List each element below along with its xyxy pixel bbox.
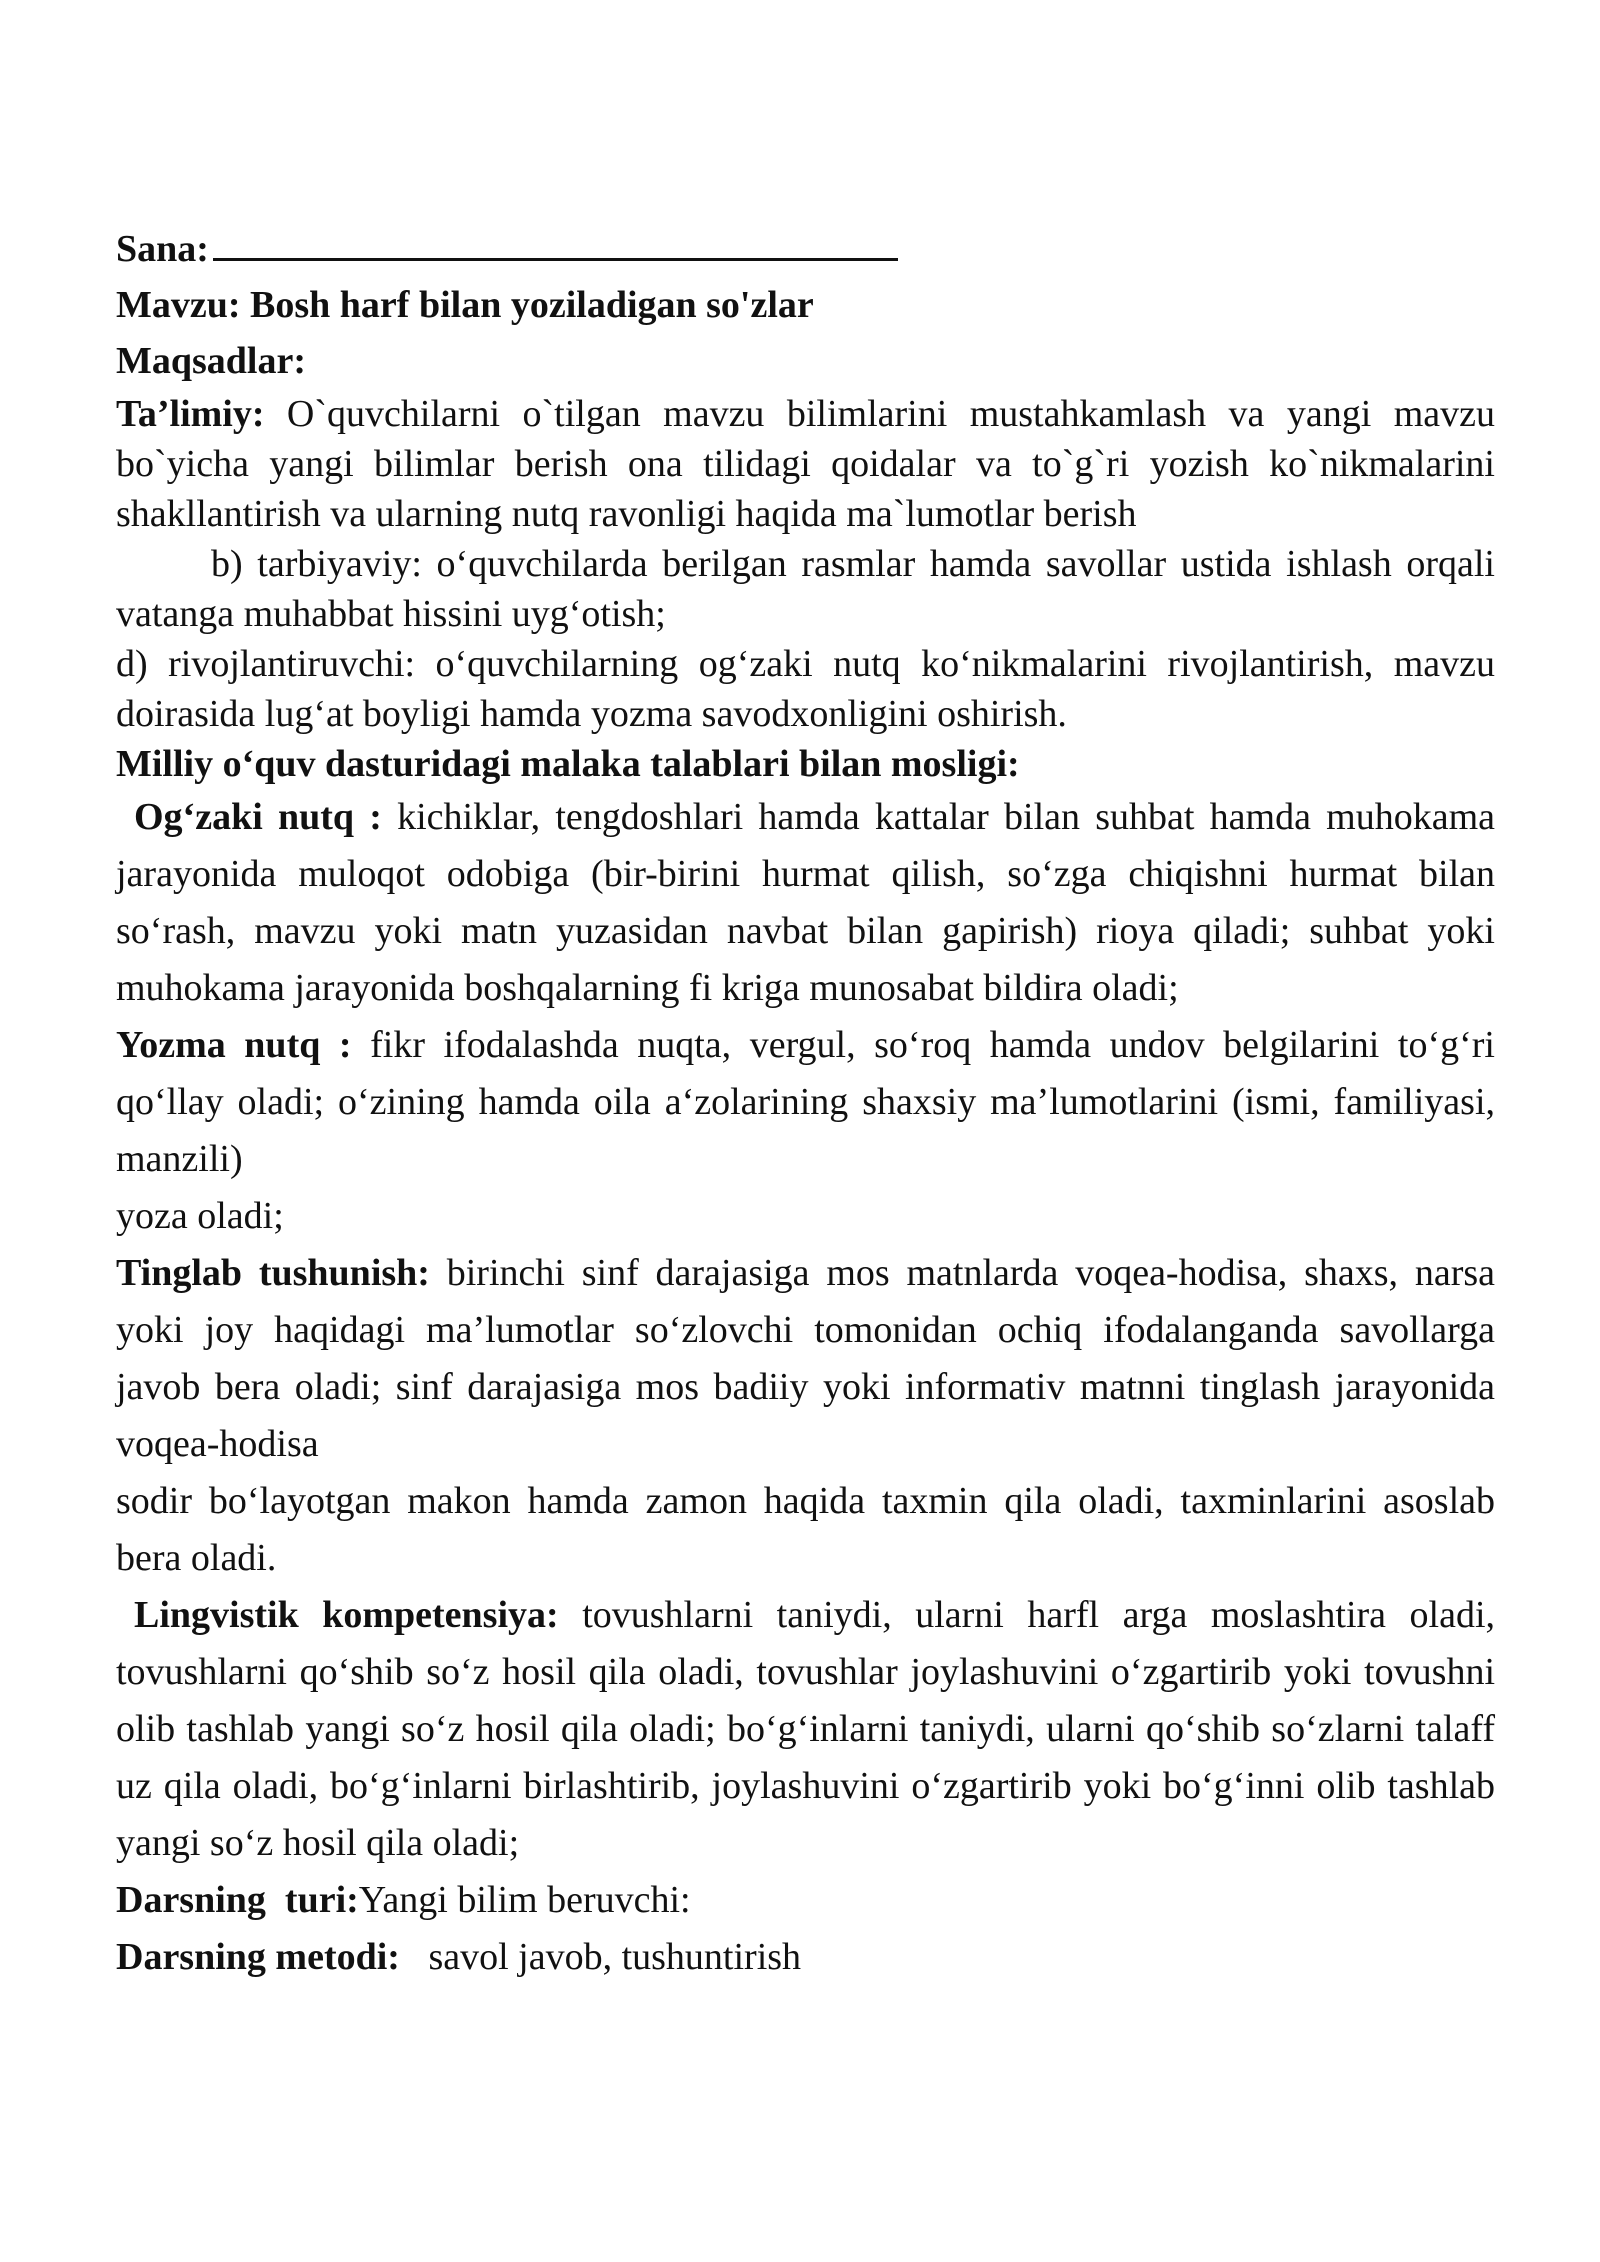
yozma-label: Yozma nutq : xyxy=(116,1024,352,1066)
goals-heading: Maqsadlar: xyxy=(116,340,306,382)
lesson-type-text: Yangi bilim beruvchi: xyxy=(358,1879,691,1921)
standards-heading: Milliy o‘quv dasturidagi malaka talablari bilan mosligi: xyxy=(116,743,1020,785)
standard-ogzaki xyxy=(116,789,1495,1017)
talimiy-text: O`quvchilarni o`tilgan mavzu bilimlarini mustahkamlash va yangi mavzu bo`yicha yangi bilimlar berish ona tilidagi qoidalar va to`g`ri yozish ko`nikmalarini shakllantirish va ularning nutq ravonligi haqida ma`lumotlar berish xyxy=(116,393,1495,535)
topic-text: Bosh harf bilan yoziladigan so'zlar xyxy=(250,284,814,326)
lesson-method-text: savol javob, tushuntirish xyxy=(399,1936,802,1978)
yozma-tail: yoza oladi; xyxy=(116,1195,284,1237)
date-blank xyxy=(213,218,898,261)
lesson-method-label: Darsning metodi: xyxy=(116,1936,400,1978)
topic-line xyxy=(116,277,1495,333)
lingvistik-label: Lingvistik kompetensiya: xyxy=(134,1594,559,1636)
goal-tarbiyaviy xyxy=(116,539,1495,639)
lesson-method xyxy=(116,1929,1495,1986)
ogzaki-label: Og‘zaki nutq : xyxy=(134,796,382,838)
yozma-text: fikr ifodalashda nuqta, vergul, so‘roq hamda undov belgilarini to‘g‘ri qo‘llay oladi; o‘zining hamda oila a‘zolarining shaxsiy ma’lumotlarini (ismi, familiyasi, manzili) xyxy=(116,1024,1495,1180)
standard-yozma xyxy=(116,1017,1495,1188)
talimiy-label: Ta’limiy: xyxy=(116,393,265,435)
lingvistik-text: tovushlarni taniydi, ularni harfl arga moslashtira oladi, tovushlarni qo‘shib so‘z hosil qila oladi, tovushlar joylashuvini o‘zgartirib yoki tovushni olib tashlab yangi so‘z hosil qila oladi; bo‘g‘inlarni taniydi, ularni qo‘shib so‘zlarni talaff uz qila oladi, bo‘g‘inlarni birlashtirib, joylashuvini o‘zgartirib yoki bo‘g‘inni olib tashlab yangi so‘z hosil qila oladi; xyxy=(116,1594,1496,1864)
standard-lingvistik xyxy=(116,1587,1495,1872)
lesson-type xyxy=(116,1872,1495,1929)
date-line xyxy=(116,218,1495,277)
date-label: Sana: xyxy=(116,228,209,270)
standard-tinglab xyxy=(116,1245,1495,1473)
goal-talimiy xyxy=(116,389,1495,539)
rivojlantiruvchi-text: d) rivojlantiruvchi: o‘quvchilarning og‘zaki nutq ko‘nikmalarini rivojlantirish, mavzu doirasida lug‘at boyligi hamda yozma savodxonligini oshirish. xyxy=(116,643,1495,735)
tinglab-label: Tinglab tushunish: xyxy=(116,1252,430,1294)
tinglab-tail: sodir bo‘layotgan makon hamda zamon haqida taxmin qila oladi, taxminlarini asoslab bera oladi. xyxy=(116,1480,1495,1579)
topic-label: Mavzu: xyxy=(116,284,241,326)
tinglab-text: birinchi sinf darajasiga mos matnlarda voqea-hodisa, shaxs, narsa yoki joy haqidagi ma’lumotlar so‘zlovchi tomonidan ochiq ifodalanganda savollarga javob bera oladi; sinf darajasiga mos badiiy yoki informativ matnni tinglash jarayonida voqea-hodisa xyxy=(116,1252,1496,1465)
goal-rivojlantiruvchi xyxy=(116,639,1495,739)
tarbiyaviy-text: b) tarbiyaviy: o‘quvchilarda berilgan rasmlar hamda savollar ustida ishlash orqali vatanga muhabbat hissini uyg‘otish; xyxy=(116,543,1495,635)
lesson-type-label: Darsning turi: xyxy=(116,1879,359,1921)
ogzaki-text: kichiklar, tengdoshlari hamda kattalar bilan suhbat hamda muhokama jarayonida muloqot odobiga (bir-birini hurmat qilish, so‘zga chiqishni hurmat bilan so‘rash, mavzu yoki matn yuzasidan navbat bilan gapirish) rioya qiladi; suhbat yoki muhokama jarayonida boshqalarning fi kriga munosabat bildira oladi; xyxy=(116,796,1496,1009)
